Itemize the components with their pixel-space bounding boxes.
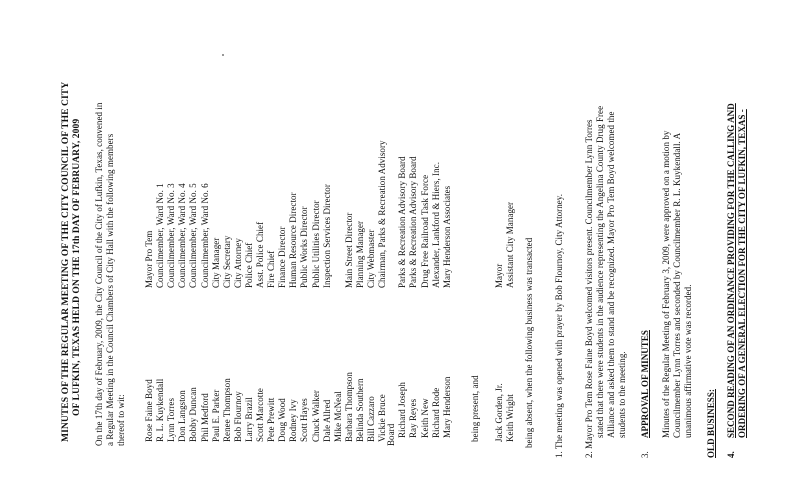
attendee-row-title: Mayor Pro Tem <box>144 230 154 288</box>
attendee-row-title: City Secretary <box>221 235 232 288</box>
attendee-row-name: Pete Prewitt <box>266 397 277 442</box>
scan-speck <box>222 54 224 56</box>
attendee-row-name: Rodney Ivy <box>288 399 299 442</box>
attendee-row-name: Scott Marcotte <box>255 388 265 442</box>
attendee-row-name: Paul E. Parker <box>210 389 221 442</box>
attendee-row-title: Fire Chief <box>266 250 277 288</box>
agenda-item-3-line-1: Minutes of the Regular Meeting of February 3, 2009, were approved on a motion by <box>661 130 671 438</box>
board-label: Board <box>386 423 396 446</box>
being-absent-text: being absent, when the following business was transacted <box>524 237 534 448</box>
attendee-row-title: City Manager <box>210 237 221 288</box>
absent-row-name: Jack Gorden, Jr. <box>494 383 504 442</box>
attendee-row-title: Public Works Director <box>299 206 310 288</box>
guest-row-name: Mary Henderson <box>442 376 453 438</box>
attendee-row-title: City Webmaster <box>366 229 376 288</box>
attendee-row-name: Vickie Bruce <box>377 394 388 442</box>
attendee-row-name: Don Langston <box>177 390 188 442</box>
guest-row-name: Richard Rode <box>430 387 441 438</box>
attendee-row-name: Chuck Walker <box>310 390 321 442</box>
attendee-row-name: Larry Brazil <box>243 397 254 442</box>
attendee-row-name: Rose Faine Boyd <box>144 379 154 442</box>
approval-of-minutes-heading: APPROVAL OF MINUTES <box>640 330 650 438</box>
intro-line-3: thereof to wit: <box>116 394 126 446</box>
attendee-row-title: Councilmember, Ward No. 6 <box>199 183 210 288</box>
agenda-item-4-line-1: SECOND READING OF AN ORDINANCE PROVIDING FOR THE CALLING AND <box>726 103 736 438</box>
attendee-row-name: Lynn Torres <box>166 398 177 442</box>
attendee-row-title: Councilmember, Ward No. 1 <box>155 183 166 288</box>
agenda-item-2-line-3: Alliance and asked them to stand and be recognized. Mayor Pro Tem Boyd welcomed the <box>606 111 616 438</box>
guest-row-title: Mary Henderson Associates <box>442 185 453 288</box>
attendee-row-name: Scott Hayes <box>299 398 310 442</box>
attendee-row-name: Barbara Thompson <box>343 372 354 442</box>
guest-row-title: Alexander, Lankford & Hiers, Inc. <box>430 162 441 288</box>
agenda-item-2-line-1: 2. Mayor Pro Tem Rose Faine Boyd welcomed visitors present. Councilmember Lynn Torres <box>584 119 594 458</box>
being-present-text: being present, and <box>470 375 480 442</box>
attendee-row-title: Main Street Director <box>343 212 354 288</box>
agenda-item-3-number: 3. <box>640 451 650 458</box>
attendee-row-name: Belinda Southern <box>354 378 365 442</box>
guest-row-name: Ray Reyes <box>408 398 419 438</box>
intro-line-2: a Regular Meeting in the Council Chambers of City Hall with the following members <box>105 133 115 446</box>
agenda-item-3-line-3: unanimous affirmative vote was recorded. <box>683 284 693 438</box>
guest-row-title: Parks & Recreation Advisory Board <box>408 156 419 288</box>
attendee-row-name: Mike McNeal <box>332 391 343 442</box>
minutes-title-line-2: OF LUFKIN, TEXAS HELD ON THE 17th DAY OF FEBRUARY, 2009 <box>71 118 82 416</box>
agenda-item-4-number: 4. <box>726 451 736 458</box>
agenda-item-2-line-4: students to the meeting. <box>617 351 627 438</box>
guest-row-name: Richard Joseph <box>397 382 407 438</box>
attendee-row-name: Doug Wood <box>277 398 288 442</box>
attendee-row-title: Human Resource Director <box>288 192 299 288</box>
absent-row-name: Keith Wright <box>505 394 515 442</box>
minutes-title-line-1: MINUTES OF THE REGULAR MEETING OF THE CITY COUNCIL OF THE CITY <box>60 81 71 442</box>
attendee-row-title: Chairman, Parks & Recreation Advisory <box>377 140 388 288</box>
attendee-row-title: Councilmember, Ward No. 3 <box>166 183 177 288</box>
agenda-item-3-line-2: Councilmember Lynn Torres and seconded by Councilmember R. L. Kuykendall. A <box>672 132 682 438</box>
agenda-item-4-line-2: ORDERING OF A GENERAL ELECTION FOR THE CITY OF LUFKIN, TEXAS - <box>737 109 747 438</box>
attendee-row-name: Dale Allred <box>321 399 332 442</box>
absent-row-title: Assistant City Manager <box>505 201 515 288</box>
absent-row-title: Mayor <box>494 263 504 288</box>
guest-row-name: Keith New <box>419 398 430 438</box>
attendee-row-title: Public Utilities Director <box>310 200 321 288</box>
attendee-row-name: Bill Cazzaro <box>366 396 376 442</box>
attendee-row-title: Asst. Police Chief <box>255 221 265 288</box>
attendee-row-title: Inspection Services Director <box>321 184 332 288</box>
attendee-row-title: Councilmember, Ward No. 4 <box>177 183 188 288</box>
attendee-row-title: Planning Manager <box>354 220 365 288</box>
attendee-row-title: Police Chief <box>243 242 254 288</box>
attendee-row-title: Finance Director <box>277 226 288 288</box>
attendee-row-title: Councilmember, Ward No. 5 <box>188 183 199 288</box>
intro-line-1: On the 17th day of February, 2009, the City Council of the City of Lufkin, Texas, convened in <box>94 102 104 446</box>
guest-row-title: Drug Free Railroad Task Force <box>419 174 430 288</box>
attendee-row-title: City Attorney <box>232 238 243 288</box>
agenda-item-1: 1. The meeting was opened with prayer by Bob Flournoy, City Attorney. <box>554 193 564 458</box>
attendee-row-name: Renee Thompson <box>221 378 232 442</box>
attendee-row-name: Bob Flournoy <box>232 391 243 442</box>
attendee-row-name: Bobby Duncan <box>188 387 199 442</box>
attendee-row-name: R. L. Kuykendall <box>155 378 166 442</box>
guest-row-title: Parks & Recreation Advisory Board <box>397 156 407 288</box>
agenda-item-2-line-2: stated that there were students in the audience representing the Angelina County Drug Free <box>595 105 605 438</box>
attendee-row-name: Phil Medford <box>199 393 210 442</box>
old-business-heading: OLD BUSINESS: <box>706 389 716 458</box>
